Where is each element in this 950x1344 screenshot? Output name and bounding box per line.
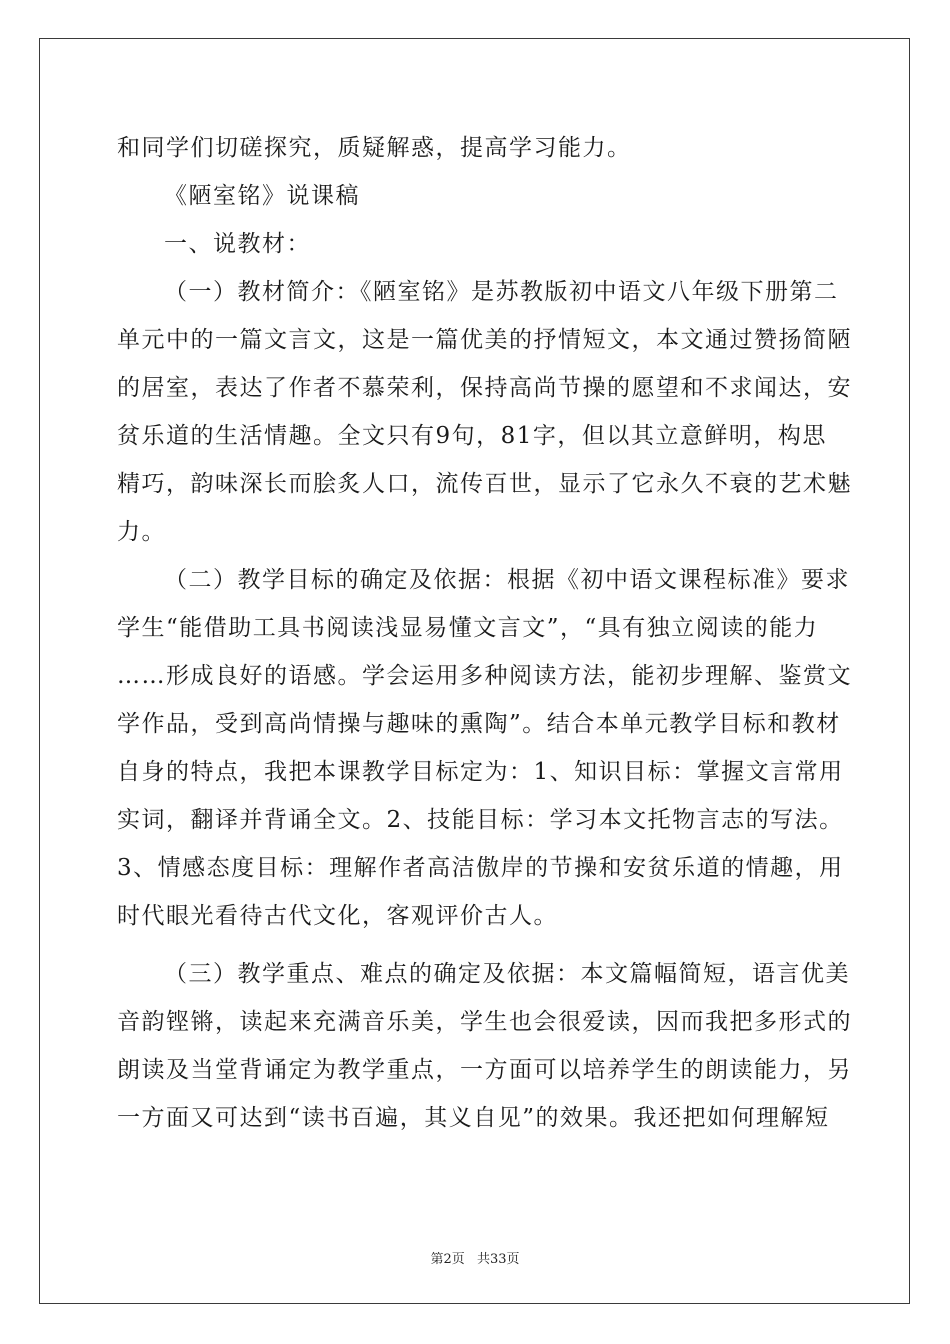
page-total: 共33页 [476,1252,520,1267]
text-line: 贫乐道的生活情趣。全文只有9句，81字，但以其立意鲜明，构思 [117,423,827,449]
text-line: （一）教材简介：《陋室铭》是苏教版初中语文八年级下册第二 [164,279,839,305]
text-line: 时代眼光看待古代文化，客观评价古人。 [117,903,558,929]
page-footer [0,1248,950,1267]
text-line: 3、情感态度目标：理解作者高洁傲岸的节操和安贫乐道的情趣，用 [117,855,844,881]
document-body [117,124,852,1142]
text-line: 力。 [117,519,166,545]
text-line: 和同学们切磋探究，质疑解惑，提高学习能力。 [117,135,632,161]
section-title: 《陋室铭》说课稿 [164,183,360,209]
text-line: 的居室，表达了作者不慕荣利，保持高尚节操的愿望和不求闻达，安 [117,375,852,401]
text-line: ……形成良好的语感。学会运用多种阅读方法，能初步理解、鉴赏文 [117,663,852,689]
text-line: 学作品，受到高尚情操与趣味的熏陶”。结合本单元教学目标和教材 [117,711,841,737]
section-heading: 一、说教材： [164,231,311,257]
text-line: 单元中的一篇文言文，这是一篇优美的抒情短文，本文通过赞扬简陋 [117,327,852,353]
text-line: 一方面又可达到“读书百遍，其义自见”的效果。我还把如何理解短 [117,1105,830,1131]
text-line: （二）教学目标的确定及依据：根据《初中语文课程标准》要求 [164,567,850,593]
text-line: 音韵铿锵，读起来充满音乐美，学生也会很爱读，因而我把多形式的 [117,1009,852,1035]
text-line: 朗读及当堂背诵定为教学重点，一方面可以培养学生的朗读能力，另 [117,1057,852,1083]
text-line: （三）教学重点、难点的确定及依据：本文篇幅简短，语言优美 [164,961,850,987]
text-line: 实词，翻译并背诵全文。2、技能目标：学习本文托物言志的写法。 [117,807,844,833]
text-line: 精巧，韵味深长而脍炙人口，流传百世，显示了它永久不衰的艺术魅 [117,471,852,497]
text-line: 自身的特点，我把本课教学目标定为：1、知识目标：掌握文言常用 [117,759,844,785]
text-line: 学生“能借助工具书阅读浅显易懂文言文”，“具有独立阅读的能力 [117,615,819,641]
page-number: 第2页 [430,1252,465,1267]
